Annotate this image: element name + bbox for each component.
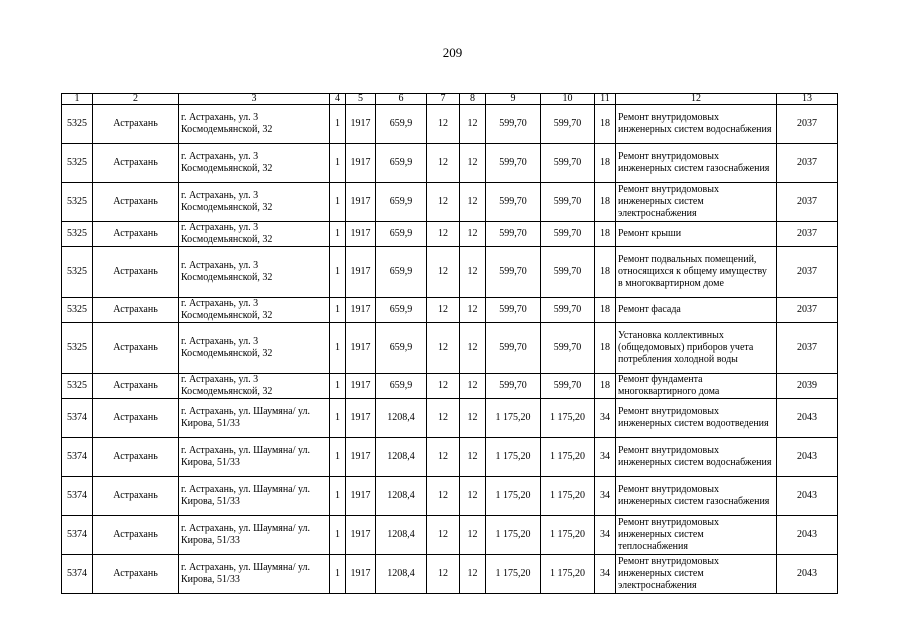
work-type-cell: Ремонт внутридомовых инженерных систем газоснабжения	[616, 144, 777, 183]
area-cell: 1208,4	[376, 555, 427, 594]
city-cell: Астрахань	[93, 477, 179, 516]
cost-total-cell: 1 175,20	[541, 438, 595, 477]
col11-cell: 18	[595, 183, 616, 222]
cost-cell: 599,70	[486, 144, 541, 183]
col8-cell: 12	[460, 247, 486, 298]
area-cell: 1208,4	[376, 516, 427, 555]
year-cell: 1917	[346, 183, 376, 222]
col8-cell: 12	[460, 438, 486, 477]
col8-cell: 12	[460, 222, 486, 247]
col8-cell: 12	[460, 555, 486, 594]
cost-cell: 599,70	[486, 183, 541, 222]
col7-cell: 12	[427, 298, 460, 323]
house-id-cell: 5325	[62, 105, 93, 144]
cost-total-cell: 1 175,20	[541, 555, 595, 594]
address-cell: г. Астрахань, ул. Шаумяна/ ул. Кирова, 51/33	[179, 555, 330, 594]
address-cell: г. Астрахань, ул. 3 Космодемьянской, 32	[179, 183, 330, 222]
repair-year-cell: 2043	[777, 516, 838, 555]
header-cell: 10	[541, 94, 595, 105]
count-cell: 1	[330, 477, 346, 516]
table-row	[62, 555, 838, 594]
work-type-cell: Установка коллективных (общедомовых) приборов учета потребления холодной воды	[616, 323, 777, 374]
house-id-cell: 5325	[62, 247, 93, 298]
area-cell: 659,9	[376, 374, 427, 399]
header-cell: 2	[93, 94, 179, 105]
col7-cell: 12	[427, 222, 460, 247]
column-number-row	[62, 94, 838, 105]
cost-cell: 599,70	[486, 222, 541, 247]
house-id-cell: 5374	[62, 477, 93, 516]
work-type-cell: Ремонт внутридомовых инженерных систем водоснабжения	[616, 438, 777, 477]
city-cell: Астрахань	[93, 374, 179, 399]
repair-year-cell: 2037	[777, 183, 838, 222]
address-cell: г. Астрахань, ул. 3 Космодемьянской, 32	[179, 323, 330, 374]
work-type-cell: Ремонт внутридомовых инженерных систем электроснабжения	[616, 555, 777, 594]
repair-year-cell: 2037	[777, 298, 838, 323]
table-row	[62, 323, 838, 374]
area-cell: 659,9	[376, 105, 427, 144]
cost-cell: 599,70	[486, 298, 541, 323]
address-cell: г. Астрахань, ул. 3 Космодемьянской, 32	[179, 222, 330, 247]
cost-total-cell: 599,70	[541, 222, 595, 247]
col7-cell: 12	[427, 374, 460, 399]
table-row	[62, 399, 838, 438]
table-row	[62, 144, 838, 183]
table-row	[62, 105, 838, 144]
col11-cell: 34	[595, 438, 616, 477]
cost-total-cell: 599,70	[541, 323, 595, 374]
col11-cell: 18	[595, 323, 616, 374]
work-type-cell: Ремонт крыши	[616, 222, 777, 247]
col8-cell: 12	[460, 105, 486, 144]
work-type-cell: Ремонт внутридомовых инженерных систем электроснабжения	[616, 183, 777, 222]
header-cell: 9	[486, 94, 541, 105]
col7-cell: 12	[427, 144, 460, 183]
col8-cell: 12	[460, 477, 486, 516]
col8-cell: 12	[460, 298, 486, 323]
city-cell: Астрахань	[93, 555, 179, 594]
cost-cell: 1 175,20	[486, 477, 541, 516]
house-id-cell: 5325	[62, 144, 93, 183]
work-type-cell: Ремонт фундамента многоквартирного дома	[616, 374, 777, 399]
col11-cell: 34	[595, 516, 616, 555]
work-type-cell: Ремонт подвальных помещений, относящихся к общему имуществу в многоквартирном доме	[616, 247, 777, 298]
count-cell: 1	[330, 144, 346, 183]
col11-cell: 18	[595, 105, 616, 144]
area-cell: 659,9	[376, 323, 427, 374]
header-cell: 3	[179, 94, 330, 105]
col7-cell: 12	[427, 247, 460, 298]
city-cell: Астрахань	[93, 247, 179, 298]
col11-cell: 18	[595, 298, 616, 323]
col11-cell: 18	[595, 374, 616, 399]
area-cell: 659,9	[376, 247, 427, 298]
table-row	[62, 516, 838, 555]
house-id-cell: 5325	[62, 222, 93, 247]
col7-cell: 12	[427, 516, 460, 555]
col11-cell: 34	[595, 399, 616, 438]
city-cell: Астрахань	[93, 298, 179, 323]
address-cell: г. Астрахань, ул. 3 Космодемьянской, 32	[179, 298, 330, 323]
city-cell: Астрахань	[93, 438, 179, 477]
year-cell: 1917	[346, 247, 376, 298]
address-cell: г. Астрахань, ул. 3 Космодемьянской, 32	[179, 144, 330, 183]
col8-cell: 12	[460, 144, 486, 183]
area-cell: 1208,4	[376, 477, 427, 516]
cost-total-cell: 599,70	[541, 105, 595, 144]
cost-total-cell: 1 175,20	[541, 477, 595, 516]
col11-cell: 18	[595, 247, 616, 298]
repair-year-cell: 2037	[777, 105, 838, 144]
year-cell: 1917	[346, 399, 376, 438]
address-cell: г. Астрахань, ул. 3 Космодемьянской, 32	[179, 374, 330, 399]
house-id-cell: 5325	[62, 323, 93, 374]
page-number: 209	[442, 45, 463, 60]
area-cell: 1208,4	[376, 399, 427, 438]
year-cell: 1917	[346, 438, 376, 477]
col8-cell: 12	[460, 374, 486, 399]
col8-cell: 12	[460, 183, 486, 222]
header-cell: 7	[427, 94, 460, 105]
count-cell: 1	[330, 247, 346, 298]
repair-year-cell: 2039	[777, 374, 838, 399]
year-cell: 1917	[346, 516, 376, 555]
year-cell: 1917	[346, 555, 376, 594]
work-type-cell: Ремонт фасада	[616, 298, 777, 323]
repair-year-cell: 2043	[777, 399, 838, 438]
year-cell: 1917	[346, 323, 376, 374]
city-cell: Астрахань	[93, 105, 179, 144]
col7-cell: 12	[427, 555, 460, 594]
year-cell: 1917	[346, 144, 376, 183]
table-row	[62, 247, 838, 298]
city-cell: Астрахань	[93, 183, 179, 222]
repair-year-cell: 2037	[777, 323, 838, 374]
header-cell: 5	[346, 94, 376, 105]
col7-cell: 12	[427, 183, 460, 222]
repair-year-cell: 2043	[777, 438, 838, 477]
area-cell: 659,9	[376, 222, 427, 247]
count-cell: 1	[330, 516, 346, 555]
header-cell: 8	[460, 94, 486, 105]
cost-total-cell: 1 175,20	[541, 399, 595, 438]
col8-cell: 12	[460, 323, 486, 374]
area-cell: 659,9	[376, 183, 427, 222]
header-cell: 6	[376, 94, 427, 105]
count-cell: 1	[330, 399, 346, 438]
area-cell: 1208,4	[376, 438, 427, 477]
house-id-cell: 5374	[62, 516, 93, 555]
count-cell: 1	[330, 222, 346, 247]
repair-year-cell: 2037	[777, 247, 838, 298]
address-cell: г. Астрахань, ул. Шаумяна/ ул. Кирова, 51/33	[179, 438, 330, 477]
header-cell: 13	[777, 94, 838, 105]
city-cell: Астрахань	[93, 323, 179, 374]
cost-cell: 599,70	[486, 247, 541, 298]
year-cell: 1917	[346, 298, 376, 323]
year-cell: 1917	[346, 374, 376, 399]
header-cell: 4	[330, 94, 346, 105]
table-row	[62, 298, 838, 323]
count-cell: 1	[330, 323, 346, 374]
header-cell: 12	[616, 94, 777, 105]
col11-cell: 18	[595, 222, 616, 247]
cost-cell: 599,70	[486, 323, 541, 374]
col7-cell: 12	[427, 477, 460, 516]
col11-cell: 34	[595, 555, 616, 594]
col11-cell: 18	[595, 144, 616, 183]
house-id-cell: 5325	[62, 298, 93, 323]
year-cell: 1917	[346, 222, 376, 247]
cost-total-cell: 1 175,20	[541, 516, 595, 555]
table-row	[62, 477, 838, 516]
table-row	[62, 438, 838, 477]
header-cell: 11	[595, 94, 616, 105]
cost-total-cell: 599,70	[541, 144, 595, 183]
table-row	[62, 374, 838, 399]
cost-total-cell: 599,70	[541, 374, 595, 399]
cost-cell: 1 175,20	[486, 399, 541, 438]
address-cell: г. Астрахань, ул. Шаумяна/ ул. Кирова, 51/33	[179, 516, 330, 555]
house-id-cell: 5374	[62, 399, 93, 438]
count-cell: 1	[330, 105, 346, 144]
cost-total-cell: 599,70	[541, 183, 595, 222]
cost-total-cell: 599,70	[541, 247, 595, 298]
work-type-cell: Ремонт внутридомовых инженерных систем водоотведения	[616, 399, 777, 438]
area-cell: 659,9	[376, 298, 427, 323]
col7-cell: 12	[427, 399, 460, 438]
repair-register-table	[61, 93, 838, 594]
house-id-cell: 5325	[62, 183, 93, 222]
col8-cell: 12	[460, 516, 486, 555]
address-cell: г. Астрахань, ул. 3 Космодемьянской, 32	[179, 105, 330, 144]
cost-cell: 1 175,20	[486, 516, 541, 555]
year-cell: 1917	[346, 477, 376, 516]
work-type-cell: Ремонт внутридомовых инженерных систем теплоснабжения	[616, 516, 777, 555]
count-cell: 1	[330, 438, 346, 477]
count-cell: 1	[330, 555, 346, 594]
house-id-cell: 5374	[62, 438, 93, 477]
city-cell: Астрахань	[93, 516, 179, 555]
table-row	[62, 222, 838, 247]
col7-cell: 12	[427, 438, 460, 477]
col7-cell: 12	[427, 105, 460, 144]
col11-cell: 34	[595, 477, 616, 516]
house-id-cell: 5325	[62, 374, 93, 399]
house-id-cell: 5374	[62, 555, 93, 594]
col8-cell: 12	[460, 399, 486, 438]
col7-cell: 12	[427, 323, 460, 374]
cost-cell: 599,70	[486, 105, 541, 144]
cost-cell: 1 175,20	[486, 555, 541, 594]
year-cell: 1917	[346, 105, 376, 144]
repair-year-cell: 2037	[777, 144, 838, 183]
repair-year-cell: 2043	[777, 477, 838, 516]
work-type-cell: Ремонт внутридомовых инженерных систем газоснабжения	[616, 477, 777, 516]
address-cell: г. Астрахань, ул. Шаумяна/ ул. Кирова, 51/33	[179, 477, 330, 516]
address-cell: г. Астрахань, ул. 3 Космодемьянской, 32	[179, 247, 330, 298]
cost-cell: 599,70	[486, 374, 541, 399]
city-cell: Астрахань	[93, 144, 179, 183]
count-cell: 1	[330, 374, 346, 399]
area-cell: 659,9	[376, 144, 427, 183]
count-cell: 1	[330, 183, 346, 222]
work-type-cell: Ремонт внутридомовых инженерных систем водоснабжения	[616, 105, 777, 144]
repair-year-cell: 2037	[777, 222, 838, 247]
header-cell: 1	[62, 94, 93, 105]
cost-cell: 1 175,20	[486, 438, 541, 477]
address-cell: г. Астрахань, ул. Шаумяна/ ул. Кирова, 51/33	[179, 399, 330, 438]
city-cell: Астрахань	[93, 222, 179, 247]
cost-total-cell: 599,70	[541, 298, 595, 323]
repair-year-cell: 2043	[777, 555, 838, 594]
count-cell: 1	[330, 298, 346, 323]
city-cell: Астрахань	[93, 399, 179, 438]
table-row	[62, 183, 838, 222]
